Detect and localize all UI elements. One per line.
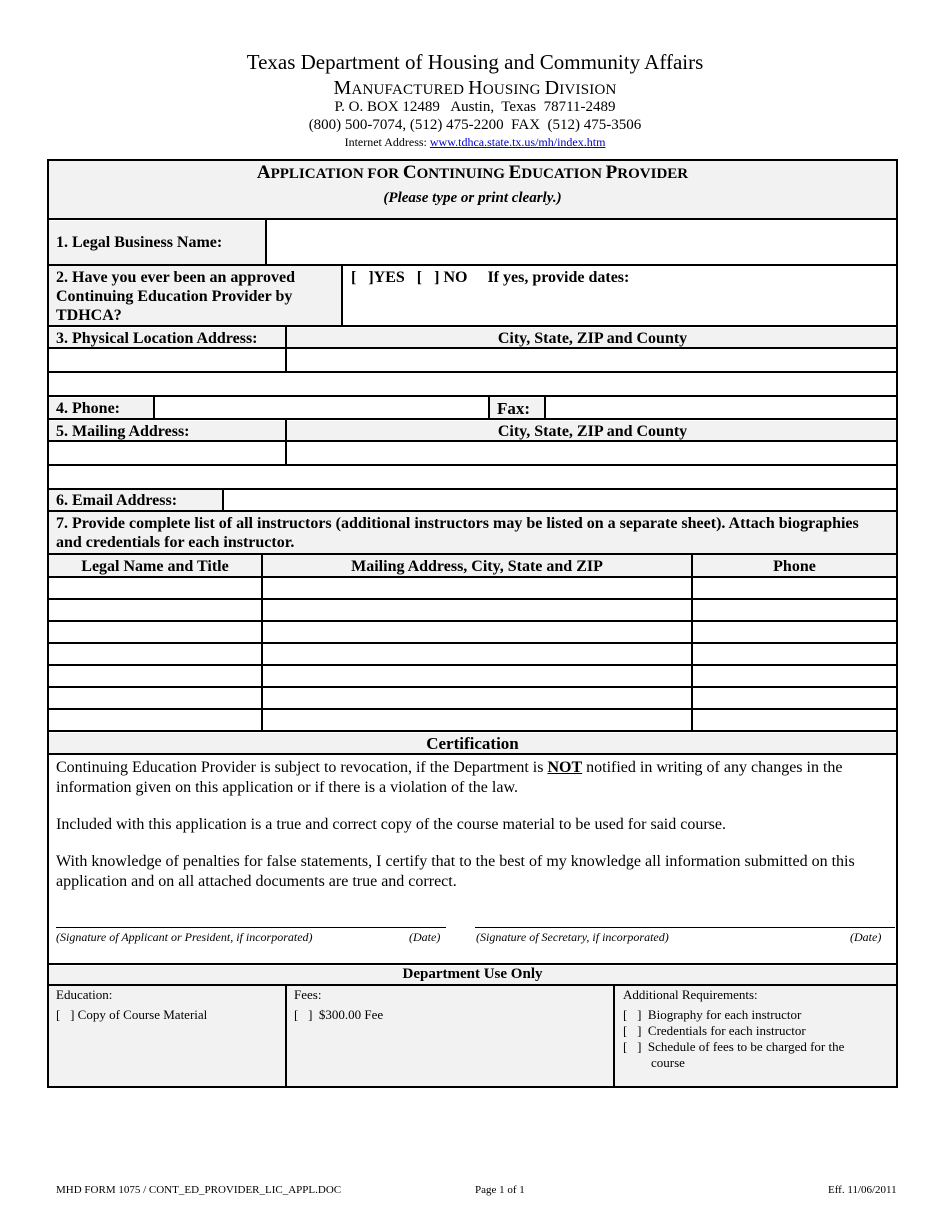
fax-label: Fax: <box>497 399 531 418</box>
email-field[interactable] <box>225 491 896 509</box>
secretary-date-caption: (Date) <box>850 930 882 944</box>
fees-item[interactable]: [ ] $300.00 Fee <box>294 1007 384 1022</box>
table-row[interactable] <box>49 600 896 620</box>
table-row[interactable] <box>49 622 896 642</box>
legal-business-name-field[interactable] <box>268 222 894 262</box>
q2-label: 2. Have you ever been an approved Continuing Education Provider by TDHCA? <box>56 269 295 324</box>
q5-label: 5. Mailing Address: <box>56 423 190 440</box>
cert-paragraph-2: Included with this application is a true and correct copy of the course material to be used for said course. <box>56 816 726 833</box>
q3-label: 3. Physical Location Address: <box>56 330 258 347</box>
education-item[interactable]: [ ] Copy of Course Material <box>56 1007 208 1022</box>
q2-options[interactable]: [ ]YES [ ] NO If yes, provide dates: <box>351 269 630 286</box>
table-row[interactable] <box>49 578 896 598</box>
additional-requirements-label: Additional Requirements: <box>623 987 758 1002</box>
education-label: Education: <box>56 987 113 1002</box>
secretary-signature-caption: (Signature of Secretary, if incorporated) <box>476 930 669 944</box>
col-mailing-address: Mailing Address, City, State and ZIP <box>351 558 603 575</box>
phone-field[interactable] <box>156 398 486 417</box>
mailing-city-field[interactable] <box>288 443 896 463</box>
applicant-date-caption: (Date) <box>409 930 441 944</box>
form-subtitle: (Please type or print clearly.) <box>383 190 562 206</box>
phone-numbers: (800) 500-7074, (512) 475-2200 FAX (512) 475-3506 <box>308 117 642 133</box>
website-link[interactable]: www.tdhca.state.tx.us/mh/index.htm <box>429 135 606 149</box>
additional-item-schedule[interactable]: [ ] Schedule of fees to be charged for the <box>623 1039 845 1054</box>
mailing-address-field[interactable] <box>49 443 284 463</box>
q1-label: 1. Legal Business Name: <box>56 234 223 251</box>
physical-address-field[interactable] <box>49 350 284 370</box>
cert-paragraph-1: Continuing Education Provider is subject to revocation, if the Department is NOT notified in writing of any changes in the information given on this application or if there is a violation of the law. <box>56 759 843 796</box>
form-title: APPLICATION FOR CONTINUING EDUCATION PROVIDER <box>256 162 689 183</box>
page-number: Page 1 of 1 <box>475 1184 525 1196</box>
additional-item-schedule-cont: course <box>651 1055 685 1070</box>
applicant-signature-caption: (Signature of Applicant or President, if incorporated) <box>56 930 313 944</box>
secretary-signature-line[interactable] <box>475 927 895 928</box>
additional-item-credentials[interactable]: [ ] Credentials for each instructor <box>623 1023 806 1038</box>
agency-name: Texas Department of Housing and Community Affairs <box>246 50 704 74</box>
mailing-address: P. O. BOX 12489 Austin, Texas 78711-2489 <box>334 99 616 115</box>
col-legal-name: Legal Name and Title <box>81 558 229 575</box>
effective-date: Eff. 11/06/2011 <box>828 1184 897 1196</box>
q3-city-state-zip-header: City, State, ZIP and County <box>497 330 688 347</box>
additional-item-biography[interactable]: [ ] Biography for each instructor <box>623 1007 802 1022</box>
table-row[interactable] <box>49 644 896 664</box>
certification-text <box>56 758 888 892</box>
fax-field[interactable] <box>547 398 896 417</box>
table-row[interactable] <box>49 666 896 686</box>
applicant-signature-line[interactable] <box>56 927 446 928</box>
cert-paragraph-3: With knowledge of penalties for false statements, I certify that to the best of my knowledge all information submitted on this application and on all attached documents are true and correct. <box>56 853 855 890</box>
table-row[interactable] <box>49 710 896 730</box>
internet-address: Internet Address: www.tdhca.state.tx.us/mh/index.htm <box>344 135 606 149</box>
table-row[interactable] <box>49 688 896 708</box>
fees-label: Fees: <box>294 987 322 1002</box>
division-name: MANUFACTURED HOUSING DIVISION <box>333 77 617 99</box>
q7-label: 7. Provide complete list of all instructors (additional instructors may be listed on a separate sheet). Attach biographies and credentials for each instructor. <box>56 515 859 551</box>
q6-label: 6. Email Address: <box>56 492 178 509</box>
certification-heading: Certification <box>426 734 519 753</box>
q4-label: 4. Phone: <box>56 400 120 417</box>
dept-use-heading: Department Use Only <box>402 966 543 982</box>
form-id: MHD FORM 1075 / CONT_ED_PROVIDER_LIC_APPL.DOC <box>56 1184 342 1196</box>
col-phone: Phone <box>773 558 816 575</box>
q5-city-state-zip-header: City, State, ZIP and County <box>497 423 688 440</box>
physical-city-field[interactable] <box>288 350 896 370</box>
